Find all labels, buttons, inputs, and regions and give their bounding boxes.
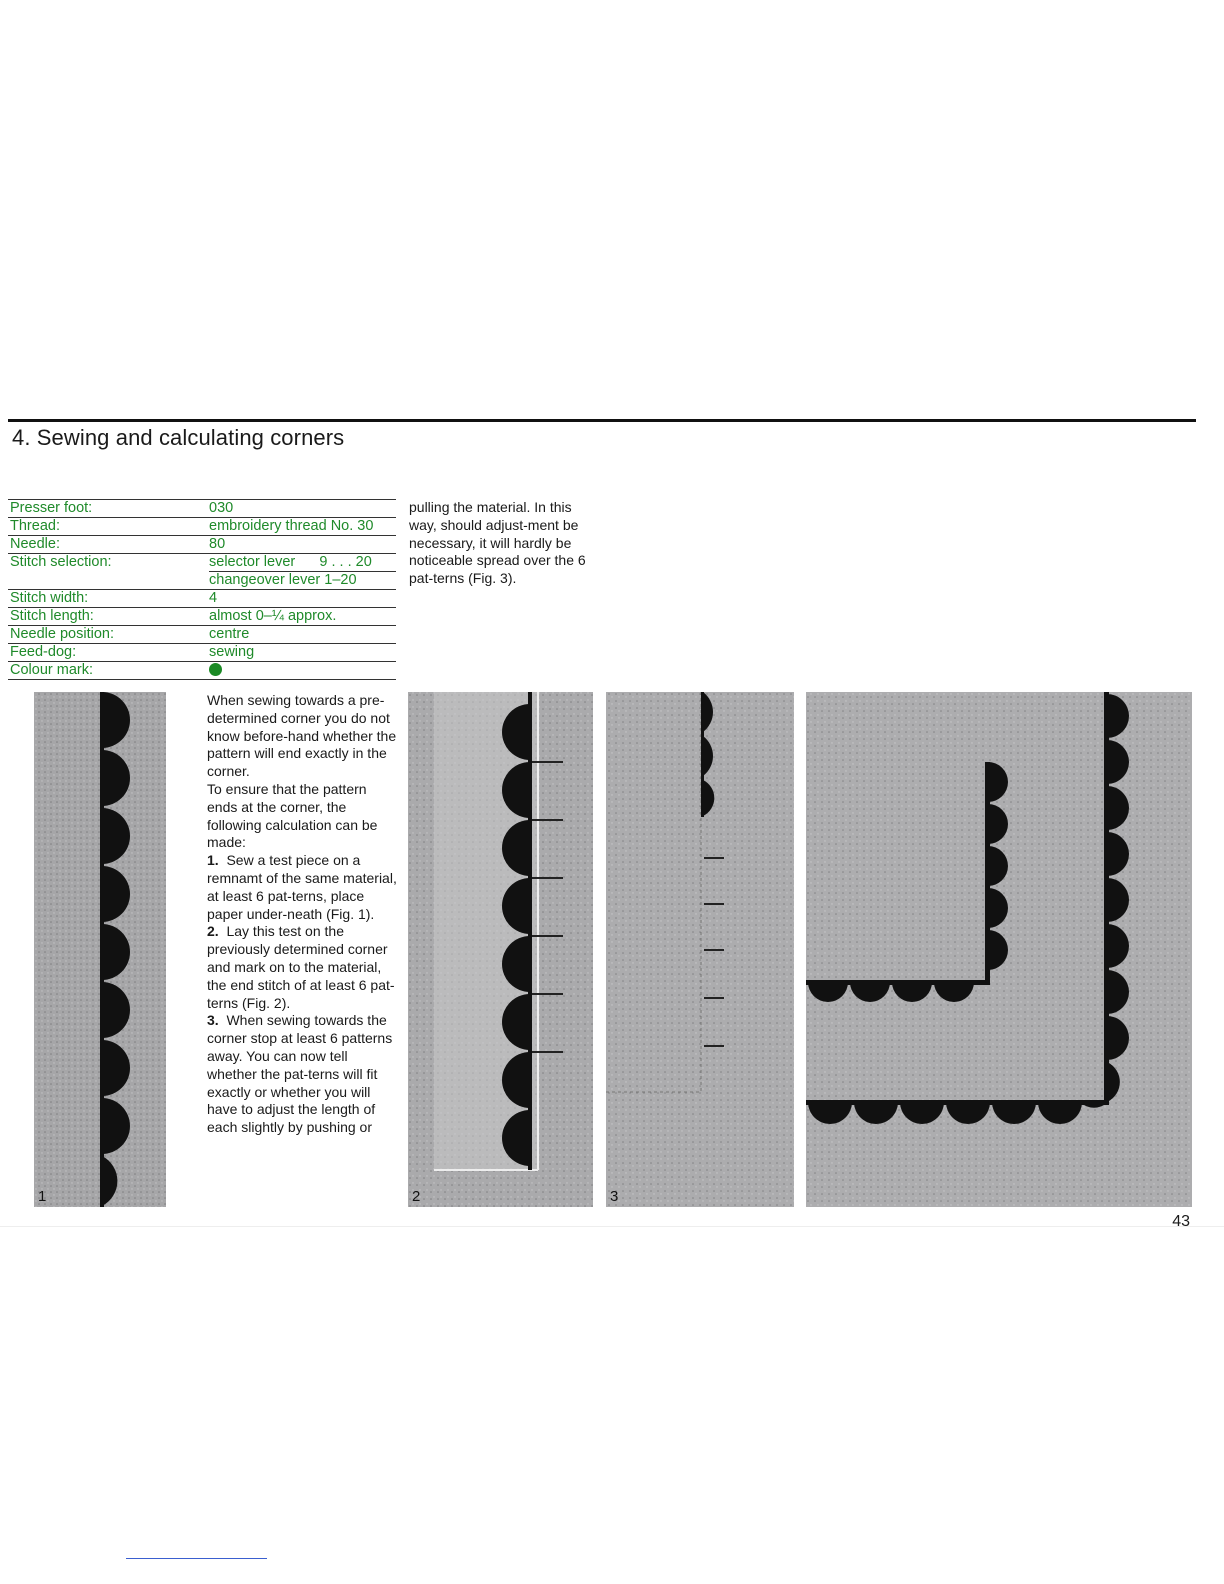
settings-label: Stitch selection: (10, 554, 112, 570)
figure-2-photo (408, 692, 593, 1207)
page-title: 4. Sewing and calculating corners (12, 425, 345, 450)
settings-label: Stitch length: (10, 608, 94, 624)
settings-value: 80 (209, 536, 226, 552)
settings-label: Presser foot: (10, 500, 93, 516)
settings-row (8, 517, 396, 535)
page-number: 43 (1172, 1213, 1190, 1230)
settings-row (8, 553, 396, 589)
body-text-middle (207, 692, 399, 1137)
figure-number: 1 (38, 1188, 47, 1205)
settings-label: Thread: (10, 518, 60, 534)
figure-corner-photo (806, 692, 1192, 1207)
paragraph: To ensure that the pattern ends at the corner, the following calculation can be made: (207, 780, 378, 851)
step-text: Lay this test on the previously determined corner and mark on to the material, the end stitch of at least 6 pat-terns (Fig. 2). (207, 923, 395, 1011)
settings-value-group (209, 554, 396, 589)
settings-label: Stitch width: (10, 590, 89, 606)
figure-number: 3 (610, 1188, 619, 1205)
settings-value: centre (209, 626, 250, 642)
settings-row (8, 625, 396, 643)
footer-link-underline (126, 1558, 267, 1559)
settings-value: selector lever 9 . . . 20 (209, 554, 372, 570)
step (207, 1012, 399, 1137)
settings-label: Feed-dog: (10, 644, 77, 660)
settings-value: 4 (209, 590, 218, 606)
figure-1-illustration (8, 692, 166, 1207)
settings-row (8, 535, 396, 553)
step (207, 852, 399, 923)
settings-label: Colour mark: (10, 662, 93, 678)
settings-row (8, 661, 396, 680)
paragraph: When sewing towards a pre-determined corner you do not know before-hand whether the pattern will end exactly in the corner. (207, 692, 397, 780)
figure-2-illustration (408, 692, 593, 1207)
divider (0, 1226, 1224, 1227)
paragraph: pulling the material. In this way, should adjust-ment be necessary, it will hardly be noticeable spread over the 6 pat-terns (Fig. 3). (409, 499, 586, 587)
settings-row (8, 499, 396, 517)
figure-3-illustration (606, 692, 794, 1207)
step-number: 2. (207, 923, 219, 940)
step-text: When sewing towards the corner stop at least 6 patterns away. You can now tell whether the pat-terns will fit exactly or whether you will have to adjust the length of each slightly by pushing or (207, 1012, 393, 1136)
step-number: 3. (207, 1012, 219, 1029)
step-number: 1. (207, 852, 219, 869)
header-rule (8, 419, 1196, 422)
settings-value: 030 (209, 500, 234, 516)
settings-value: embroidery thread No. 30 (209, 518, 374, 534)
settings-row (8, 607, 396, 625)
settings-label: Needle: (10, 536, 60, 552)
settings-value: almost 0–¼ approx. (209, 608, 337, 624)
settings-row (8, 643, 396, 661)
settings-label: Needle position: (10, 626, 114, 642)
body-text-right (409, 499, 599, 588)
settings-value-secondary: changeover lever 1–20 (209, 571, 396, 589)
step (207, 923, 399, 1012)
colour-mark-dot-icon (209, 663, 222, 676)
figure-1-photo (8, 692, 166, 1207)
step-text: Sew a test piece on a remnamt of the same material, at least 6 pat-terns, place paper under-neath (Fig. 1). (207, 852, 397, 922)
figure-number: 2 (412, 1188, 421, 1205)
settings-value (209, 662, 396, 679)
settings-value: sewing (209, 644, 255, 660)
settings-table (8, 499, 396, 680)
figure-3-photo (606, 692, 794, 1207)
figure-corner-illustration (806, 692, 1192, 1207)
settings-row (8, 589, 396, 607)
